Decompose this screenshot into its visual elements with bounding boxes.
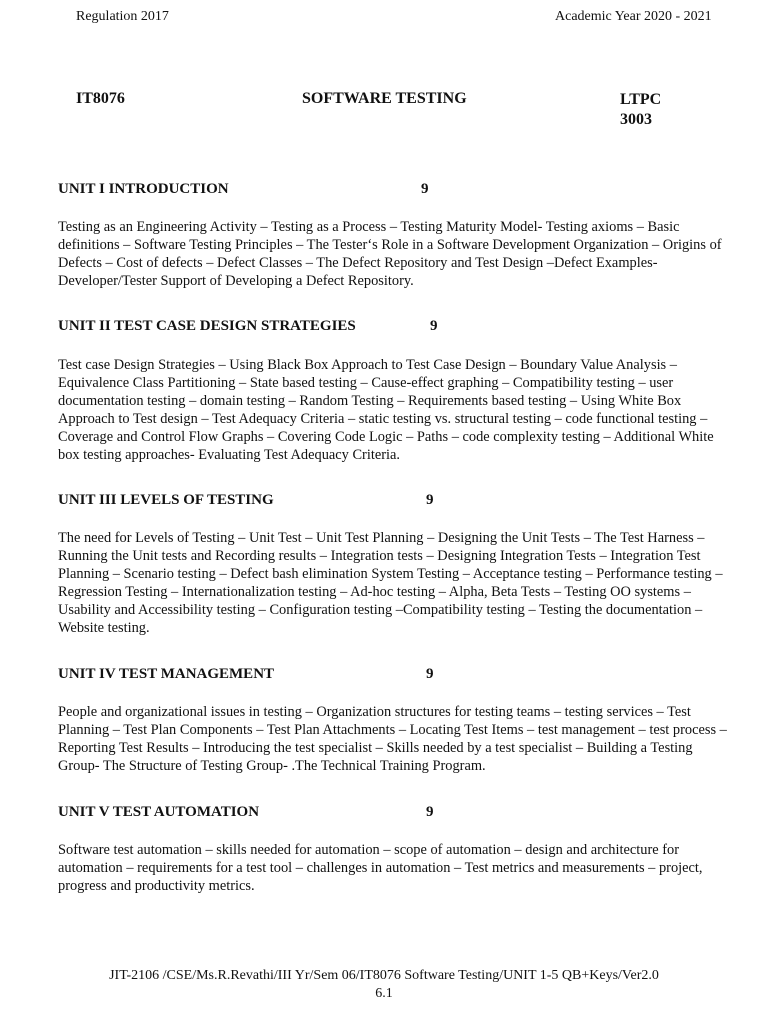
regulation-label: Regulation 2017 — [76, 9, 169, 24]
unit-title: UNIT II TEST CASE DESIGN STRATEGIES — [58, 318, 356, 334]
page-footer — [60, 967, 708, 1003]
ltpc-value: 3003 — [620, 111, 652, 128]
unit-title: UNIT IV TEST MANAGEMENT — [58, 666, 275, 682]
footer-version: 6.1 — [375, 986, 393, 1001]
ltpc-label: LTPC — [620, 91, 662, 108]
course-code: IT8076 — [76, 90, 125, 107]
course-title: SOFTWARE TESTING — [302, 90, 467, 107]
unit-content: Test case Design Strategies – Using Black Box Approach to Test Case Design – Boundary Value Analysis – Equivalence Class Partitioning – State based testing – Cause-effect graphing – Compatibility testing – user documentation testing – domain testing – Random Testing – Requirements based testing – Using White Box Approach to Test design – Test Adequacy Criteria – static testing vs. structural testing – code functional testing – Coverage and Control Flow Graphs – Covering Code Logic – Paths – code complexity testing – Additional White box testing approaches- Evaluating Test Adequacy Criteria. — [58, 357, 714, 464]
unit-hours: 9 — [421, 181, 429, 197]
unit-content: Software test automation – skills needed for automation – scope of automation – design and architecture for automation – requirements for a test tool – challenges in automation – Test metrics and measurements – project, progress and productivity metrics. — [58, 842, 703, 895]
footer-document-id: JIT-2106 /CSE/Ms.R.Revathi/III Yr/Sem 06/IT8076 Software Testing/UNIT 1-5 QB+Keys/Ver2.0 — [109, 968, 659, 983]
unit-title: UNIT III LEVELS OF TESTING — [58, 492, 274, 508]
unit-content: The need for Levels of Testing – Unit Test – Unit Test Planning – Designing the Unit Tests – The Test Harness – Running the Unit tests and Recording results – Integration tests – Designing Integration Tests – Integration Test Planning – Scenario testing – Defect bash elimination System Testing – Acceptance testing – Performance testing – Regression Testing – Internationalization testing – Ad-hoc testing – Alpha, Beta Tests – Testing OO systems – Usability and Accessibility testing – Configuration testing –Compatibility testing – Testing the documentation – Website testing. — [58, 530, 723, 637]
unit-hours: 9 — [426, 804, 434, 820]
unit-hours: 9 — [426, 666, 434, 682]
unit-hours: 9 — [430, 318, 438, 334]
unit-title: UNIT I INTRODUCTION — [58, 181, 229, 197]
ltpc-block — [620, 90, 661, 130]
unit-hours: 9 — [426, 492, 434, 508]
unit-content: People and organizational issues in testing – Organization structures for testing teams – testing services – Test Planning – Test Plan Components – Test Plan Attachments – Locating Test Items – test management – test process – Reporting Test Results – Introducing the test specialist – Skills needed by a test specialist – Building a Testing Group- The Structure of Testing Group- .The Technical Training Program. — [58, 704, 727, 775]
academic-year-label: Academic Year 2020 - 2021 — [555, 9, 712, 24]
unit-content: Testing as an Engineering Activity – Testing as a Process – Testing Maturity Model- Testing axioms – Basic definitions – Software Testing Principles – The Tester‘s Role in a Software Development Organization – Origins of Defects – Cost of defects – Defect Classes – The Defect Repository and Test Design –Defect Examples- Developer/Tester Support of Developing a Defect Repository. — [58, 219, 722, 290]
unit-title: UNIT V TEST AUTOMATION — [58, 804, 260, 820]
